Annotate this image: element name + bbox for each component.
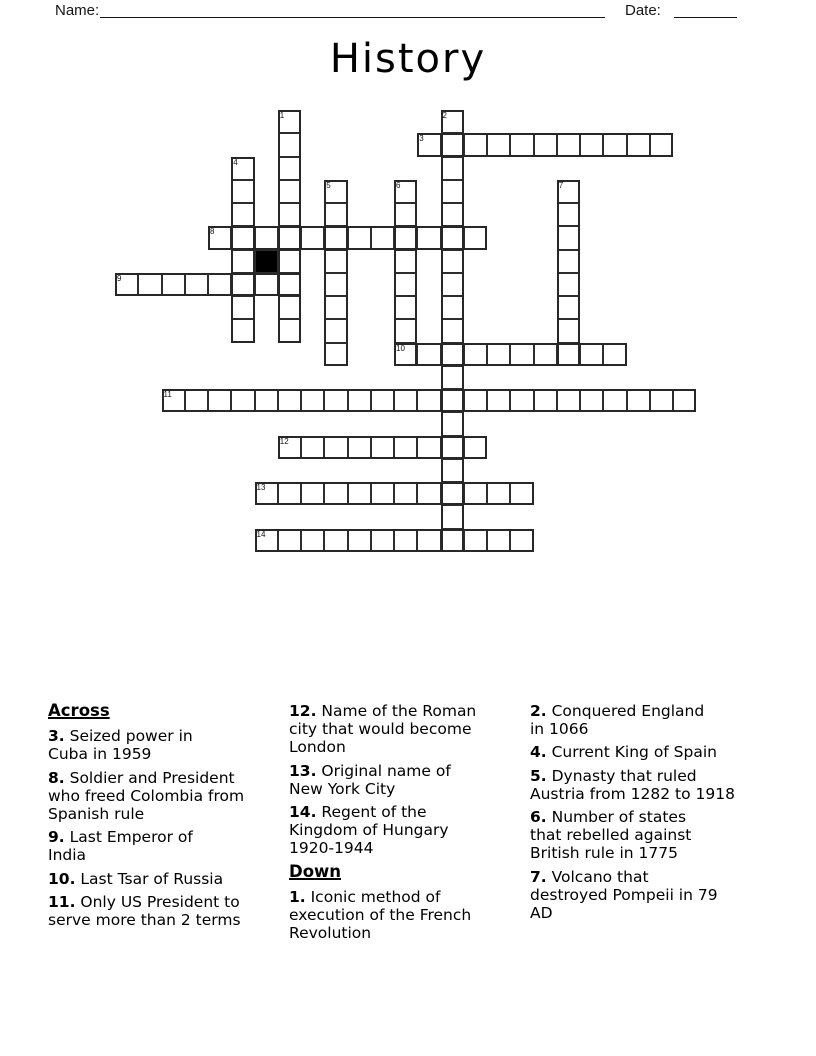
grid-cell <box>487 389 510 412</box>
grid-cell <box>371 482 394 505</box>
grid-cell <box>417 343 440 366</box>
clue-number: 5. <box>530 766 547 785</box>
grid-cell <box>603 389 626 412</box>
clue-14 <box>289 803 529 858</box>
clue-text-line: New York City <box>289 779 396 798</box>
grid-cell <box>650 133 673 156</box>
grid-cell <box>185 389 208 412</box>
grid-cell <box>557 250 580 273</box>
grid-cell <box>278 529 301 552</box>
grid-cell <box>441 436 464 459</box>
grid-cell <box>278 203 301 226</box>
clue-text-line: Kingdom of Hungary <box>289 821 449 840</box>
grid-number-label: 12 <box>279 436 289 446</box>
clue-text-line: British rule in 1775 <box>530 844 678 863</box>
clue-4 <box>530 743 770 761</box>
clue-text-line: who freed Colombia from <box>48 786 245 805</box>
grid-number-label: 3 <box>419 134 424 144</box>
clue-text-line: India <box>48 846 87 865</box>
clue-text-line: 2. Conquered England <box>530 702 705 720</box>
grid-cell <box>255 273 278 296</box>
grid-cell <box>441 319 464 342</box>
grid-cell <box>487 482 510 505</box>
grid-cell <box>231 180 254 203</box>
clue-6 <box>530 808 770 863</box>
grid-cell <box>394 273 417 296</box>
grid-number-label: 8 <box>210 227 215 237</box>
grid-cell <box>487 343 510 366</box>
clue-number: 6. <box>530 808 547 827</box>
clue-text-line: destroyed Pompeii in 79 <box>530 885 718 904</box>
clue-number: 12. <box>289 702 317 720</box>
date-blank-line <box>674 17 737 18</box>
clue-text-line: Cuba in 1959 <box>48 745 152 764</box>
grid-cell <box>534 389 557 412</box>
grid-cell <box>324 250 347 273</box>
clue-text-line: 14. Regent of the <box>289 803 427 822</box>
clue-number: 4. <box>530 743 547 762</box>
grid-cell <box>278 133 301 156</box>
grid-cell <box>324 296 347 319</box>
grid-cell <box>324 203 347 226</box>
grid-cell <box>510 133 533 156</box>
grid-cell <box>464 226 487 249</box>
grid-cell <box>278 157 301 180</box>
grid-cell <box>464 343 487 366</box>
grid-cell <box>603 343 626 366</box>
clue-text-line: London <box>289 738 346 757</box>
grid-cell <box>394 319 417 342</box>
clue-10 <box>48 870 288 888</box>
clue-12 <box>289 702 529 757</box>
clue-text-line: AD <box>530 904 553 923</box>
grid-cell <box>278 319 301 342</box>
clue-text-line: in 1066 <box>530 720 589 739</box>
grid-cell <box>464 133 487 156</box>
page-title: History <box>329 36 487 82</box>
grid-cell <box>278 389 301 412</box>
clue-number: 3. <box>48 727 65 746</box>
clue-number: 9. <box>48 828 65 847</box>
grid-cell <box>557 343 580 366</box>
clue-text-line: Revolution <box>289 924 372 943</box>
clue-text-line: 9. Last Emperor of <box>48 828 193 847</box>
grid-cell <box>580 389 603 412</box>
black-cell <box>255 250 278 273</box>
grid-cell <box>394 482 417 505</box>
grid-cell <box>487 529 510 552</box>
grid-cell <box>231 226 254 249</box>
clue-column-3 <box>530 702 770 927</box>
clue-number: 1. <box>289 887 306 906</box>
grid-cell <box>185 273 208 296</box>
grid-cell <box>510 389 533 412</box>
name-label: Name: <box>55 2 100 19</box>
grid-number-label: 4 <box>233 157 238 167</box>
clue-number: 11. <box>48 892 76 911</box>
grid-cell <box>278 180 301 203</box>
grid-cell <box>231 273 254 296</box>
clue-text-line: 6. Number of states <box>530 808 687 827</box>
grid-cell <box>371 226 394 249</box>
grid-cell <box>417 529 440 552</box>
grid-cell <box>301 389 324 412</box>
grid-cell <box>324 482 347 505</box>
grid-cell <box>208 389 231 412</box>
grid-cell <box>464 529 487 552</box>
grid-cell <box>301 436 324 459</box>
grid-cell <box>278 482 301 505</box>
grid-cell <box>278 273 301 296</box>
grid-cell <box>557 296 580 319</box>
grid-cell <box>417 482 440 505</box>
grid-number-label: 13 <box>256 483 266 492</box>
grid-cell <box>208 273 231 296</box>
clue-column-1 <box>48 702 288 934</box>
grid-cell <box>441 226 464 249</box>
grid-cell <box>557 226 580 249</box>
grid-cell <box>464 436 487 459</box>
grid-cell <box>534 343 557 366</box>
grid-cell <box>255 389 278 412</box>
clue-text-line: 5. Dynasty that ruled <box>530 766 697 785</box>
grid-cell <box>394 389 417 412</box>
grid-cell <box>301 482 324 505</box>
grid-cell <box>394 203 417 226</box>
grid-cell <box>278 250 301 273</box>
grid-number-label: 9 <box>117 273 122 283</box>
clue-text-line: 1. Iconic method of <box>289 887 441 906</box>
grid-cell <box>162 273 185 296</box>
clue-number: 7. <box>530 867 547 886</box>
grid-cell <box>348 389 371 412</box>
clue-number: 13. <box>289 761 317 780</box>
grid-number-label: 10 <box>396 343 405 353</box>
clue-text-line: Austria from 1282 to 1918 <box>530 784 735 803</box>
grid-cell <box>394 250 417 273</box>
grid-cell <box>464 389 487 412</box>
grid-cell <box>510 343 533 366</box>
grid-cell <box>371 529 394 552</box>
grid-cell <box>278 296 301 319</box>
grid-cell <box>324 529 347 552</box>
grid-cell <box>348 436 371 459</box>
grid-cell <box>441 180 464 203</box>
grid-cell <box>324 226 347 249</box>
grid-cell <box>557 133 580 156</box>
grid-cell <box>394 436 417 459</box>
clue-9 <box>48 828 288 864</box>
grid-cell <box>557 203 580 226</box>
grid-cell <box>580 343 603 366</box>
clue-text-line: 4. Current King of Spain <box>530 743 717 762</box>
grid-cell <box>231 296 254 319</box>
grid-cell <box>441 529 464 552</box>
grid-cell <box>138 273 161 296</box>
grid-number-label: 14 <box>256 529 266 539</box>
clue-number: 8. <box>48 768 65 787</box>
clue-number: 14. <box>289 803 317 822</box>
grid-cell <box>510 529 533 552</box>
grid-cell <box>231 203 254 226</box>
grid-cell <box>487 133 510 156</box>
grid-cell <box>231 389 254 412</box>
clue-text-line: Spanish rule <box>48 805 145 824</box>
grid-cell <box>441 296 464 319</box>
grid-cell <box>580 133 603 156</box>
grid-cell <box>441 250 464 273</box>
grid-cell <box>324 273 347 296</box>
grid-cell <box>603 133 626 156</box>
grid-cell <box>441 343 464 366</box>
clue-text-line: execution of the French <box>289 906 472 925</box>
grid-cell <box>371 436 394 459</box>
grid-cell <box>324 343 347 366</box>
clue-7 <box>530 868 770 923</box>
grid-cell <box>394 296 417 319</box>
grid-cell <box>301 226 324 249</box>
grid-number-label: 11 <box>163 390 172 399</box>
clue-2 <box>530 702 770 738</box>
clue-number: 2. <box>530 702 547 720</box>
grid-cell <box>324 319 347 342</box>
grid-cell <box>441 389 464 412</box>
clue-text-line: that rebelled against <box>530 826 692 845</box>
grid-cell <box>348 529 371 552</box>
grid-cell <box>557 273 580 296</box>
clue-text-line: 12. Name of the Roman <box>289 702 477 720</box>
grid-cell <box>324 436 347 459</box>
grid-cell <box>650 389 673 412</box>
grid-cell <box>348 226 371 249</box>
grid-cell <box>417 436 440 459</box>
grid-cell <box>417 226 440 249</box>
clue-text-line: city that would become <box>289 720 472 739</box>
clue-text-line: 11. Only US President to <box>48 892 240 911</box>
grid-number-label: 7 <box>558 180 564 190</box>
grid-number-label: 1 <box>279 111 285 120</box>
clue-8 <box>48 769 288 824</box>
name-blank-line <box>100 17 605 18</box>
grid-number-label: 6 <box>396 180 401 190</box>
clue-text-line: 13. Original name of <box>289 761 451 780</box>
clue-text-line: 7. Volcano that <box>530 867 649 886</box>
grid-number-label: 2 <box>442 111 447 120</box>
grid-cell <box>627 389 650 412</box>
clue-text-line: serve more than 2 terms <box>48 911 241 930</box>
grid-cell <box>371 389 394 412</box>
clue-13 <box>289 762 529 798</box>
across-heading: Across <box>48 701 110 720</box>
grid-cell <box>417 389 440 412</box>
clue-text-line: 10. Last Tsar of Russia <box>48 869 224 888</box>
grid-cell <box>441 412 464 435</box>
grid-cell <box>394 529 417 552</box>
grid-cell <box>510 482 533 505</box>
grid-cell <box>464 482 487 505</box>
grid-cell <box>441 157 464 180</box>
grid-cell <box>441 366 464 389</box>
grid-cell <box>348 482 371 505</box>
date-label: Date: <box>625 2 661 19</box>
clue-number: 10. <box>48 869 76 888</box>
grid-cell <box>255 226 278 249</box>
grid-cell <box>557 319 580 342</box>
grid-cell <box>231 250 254 273</box>
grid-cell <box>441 203 464 226</box>
clue-11 <box>48 893 288 929</box>
clue-text-line: 1920-1944 <box>289 839 374 858</box>
clue-column-2 <box>289 702 529 947</box>
grid-cell <box>557 389 580 412</box>
grid-cell <box>441 133 464 156</box>
grid-cell <box>627 133 650 156</box>
grid-cell <box>301 529 324 552</box>
clue-5 <box>530 767 770 803</box>
clue-3 <box>48 727 288 763</box>
grid-cell <box>441 459 464 482</box>
grid-cell <box>231 319 254 342</box>
grid-cell <box>441 482 464 505</box>
grid-cell <box>673 389 696 412</box>
clue-1 <box>289 888 529 943</box>
clue-text-line: 8. Soldier and President <box>48 768 235 787</box>
grid-cell <box>534 133 557 156</box>
grid-cell <box>441 505 464 528</box>
grid-cell <box>394 226 417 249</box>
grid-cell <box>278 226 301 249</box>
grid-cell <box>324 389 347 412</box>
grid-number-label: 5 <box>326 180 331 190</box>
grid-cell <box>441 273 464 296</box>
clue-text-line: 3. Seized power in <box>48 727 193 746</box>
down-heading: Down <box>289 861 342 881</box>
